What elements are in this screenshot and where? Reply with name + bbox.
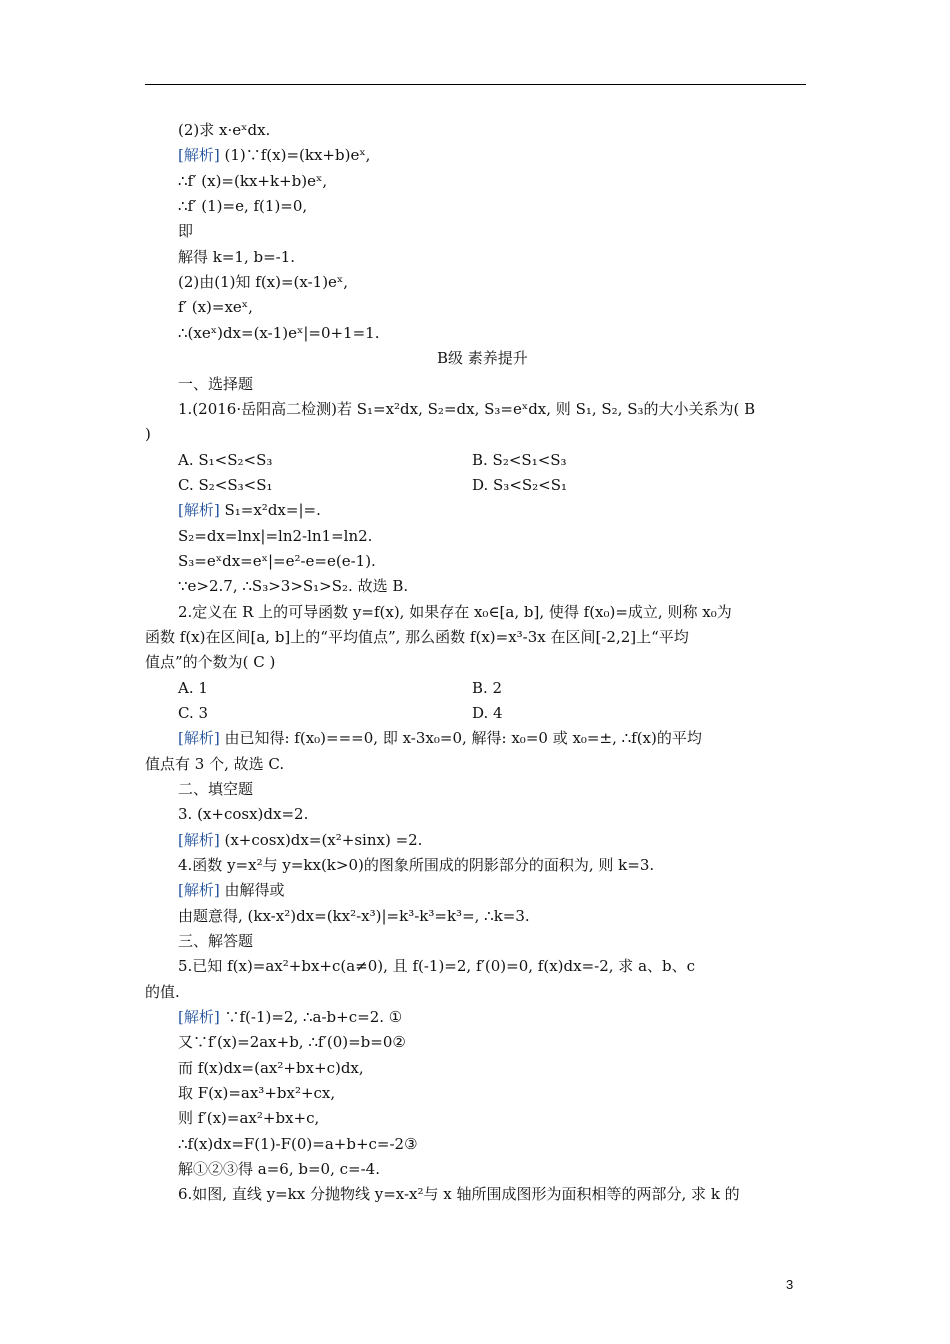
analysis-tag: [解析]: [178, 146, 220, 164]
text-line: [178, 1160, 380, 1178]
line-text: 二、填空题: [178, 780, 254, 798]
text-line: [178, 222, 193, 240]
text-line: [178, 907, 530, 925]
analysis-tag: [解析]: [178, 501, 220, 519]
line-text: 4.函数 y=x²与 y=kx(k>0)的图象所围成的阴影部分的面积为, 则 k=3.: [178, 856, 655, 874]
text-line: [178, 121, 270, 139]
line-text: 而 f(x)dx=(ax²+bx+c)dx,: [178, 1059, 364, 1077]
text-line: [178, 729, 702, 747]
line-text: 即: [178, 222, 194, 240]
line-text: (1)∵f(x)=(kx+b)eˣ,: [219, 146, 371, 164]
line-text: ∴f′ (1)=e, f(1)=0,: [178, 197, 308, 215]
text-line: [178, 1008, 402, 1026]
text-line: [178, 197, 307, 215]
line-text: ∵e>2.7, ∴S₃>3>S₁>S₂. 故选 B.: [178, 577, 409, 595]
text-line: [178, 603, 732, 621]
text-line: [472, 679, 502, 697]
line-text: A. 1: [178, 679, 208, 697]
line-text: S₂=dx=lnx|=ln2-ln1=ln2.: [178, 527, 373, 545]
line-text: 又∵f′(x)=2ax+b, ∴f′(0)=b=0②: [178, 1033, 406, 1051]
line-text: 由解得或: [219, 881, 285, 899]
text-line: [178, 831, 422, 849]
line-text: f′ (x)=xeˣ,: [178, 298, 253, 316]
text-line: [178, 172, 327, 190]
text-line: [178, 1033, 406, 1051]
text-line: [178, 856, 654, 874]
text-line: [178, 552, 376, 570]
text-line: [145, 425, 151, 443]
line-text: 由题意得, (kx-x²)dx=(kx²-x³)|=k³-k³=k³=, ∴k=3.: [178, 907, 530, 925]
line-text: C. S₂<S₃<S₁: [178, 476, 273, 494]
section-heading: [437, 349, 528, 367]
text-line: [145, 628, 689, 646]
line-text: 取 F(x)=ax³+bx²+cx,: [178, 1084, 336, 1102]
text-line: [145, 653, 275, 671]
text-line: [178, 146, 370, 164]
text-line: [178, 1185, 740, 1203]
text-line: [178, 1084, 335, 1102]
line-text: ∴f(x)dx=F(1)-F(0)=a+b+c=-2③: [178, 1135, 418, 1153]
line-text: 值点有 3 个, 故选 C.: [145, 755, 285, 773]
text-line: [178, 704, 208, 722]
line-text: 5.已知 f(x)=ax²+bx+c(a≠0), 且 f(-1)=2, f′(0)=0, f(x)dx=-2, 求 a、b、c: [178, 957, 696, 975]
text-line: [178, 298, 253, 316]
text-line: [178, 273, 348, 291]
analysis-tag: [解析]: [178, 831, 220, 849]
line-text: ): [145, 425, 151, 443]
line-text: 6.如图, 直线 y=kx 分抛物线 y=x-x²与 x 轴所围成图形为面积相等的两部分, 求 k 的: [178, 1185, 740, 1203]
line-text: 函数 f(x)在区间[a, b]上的“平均值点”, 那么函数 f(x)=x³-3x 在区间[-2,2]上“平均: [145, 628, 689, 646]
line-text: B. S₂<S₁<S₃: [472, 451, 567, 469]
text-line: [472, 476, 567, 494]
text-line: [178, 679, 208, 697]
text-line: [178, 577, 408, 595]
line-text: 3. (x+cosx)dx=2.: [178, 805, 309, 823]
text-line: [178, 501, 321, 519]
text-line: [178, 1109, 319, 1127]
text-line: [178, 400, 755, 418]
line-text: S₁=x²dx=|=.: [219, 501, 321, 519]
header-rule: [145, 84, 806, 85]
line-text: (2)由(1)知 f(x)=(x-1)eˣ,: [178, 273, 349, 291]
line-text: D. 4: [472, 704, 503, 722]
text-line: [178, 1135, 418, 1153]
text-line: [178, 451, 272, 469]
text-line: [178, 248, 295, 266]
text-line: [145, 755, 284, 773]
line-text: C. 3: [178, 704, 209, 722]
text-line: [178, 957, 695, 975]
line-text: S₃=eˣdx=eˣ|=e²-e=e(e-1).: [178, 552, 376, 570]
page-number: 3: [786, 1277, 794, 1292]
line-text: ∴f′ (x)=(kx+k+b)eˣ,: [178, 172, 328, 190]
text-line: [178, 881, 285, 899]
text-line: [178, 805, 308, 823]
line-text: 2.定义在 R 上的可导函数 y=f(x), 如果存在 x₀∈[a, b], 使得 f(x₀)=成立, 则称 x₀为: [178, 603, 732, 621]
text-line: [178, 527, 372, 545]
text-line: [178, 780, 253, 798]
line-text: ∵f(-1)=2, ∴a-b+c=2. ①: [219, 1008, 403, 1026]
line-text: A. S₁<S₂<S₃: [178, 451, 273, 469]
line-text: (2)求 x·eˣdx.: [178, 121, 271, 139]
text-line: [178, 1059, 364, 1077]
text-line: [178, 375, 253, 393]
analysis-tag: [解析]: [178, 881, 220, 899]
line-text: 值点”的个数为( C ): [145, 653, 276, 671]
text-line: [178, 932, 253, 950]
line-text: (x+cosx)dx=(x²+sinx) =2.: [219, 831, 423, 849]
text-line: [472, 451, 567, 469]
line-text: D. S₃<S₂<S₁: [472, 476, 568, 494]
line-text: 1.(2016·岳阳高二检测)若 S₁=x²dx, S₂=dx, S₃=eˣdx, 则 S₁, S₂, S₃的大小关系为( B: [178, 400, 756, 418]
line-text: ∴(xeˣ)dx=(x-1)eˣ|=0+1=1.: [178, 324, 380, 342]
line-text: 由已知得: f(x₀)===0, 即 x-3x₀=0, 解得: x₀=0 或 x₀=±, ∴f(x)的平均: [219, 729, 702, 747]
analysis-tag: [解析]: [178, 1008, 220, 1026]
line-text: 则 f′(x)=ax²+bx+c,: [178, 1109, 320, 1127]
line-text: B级 素养提升: [437, 349, 528, 367]
text-line: [178, 476, 272, 494]
analysis-tag: [解析]: [178, 729, 220, 747]
line-text: 解①②③得 a=6, b=0, c=-4.: [178, 1160, 380, 1178]
line-text: 解得 k=1, b=-1.: [178, 248, 296, 266]
text-line: [145, 983, 180, 1001]
text-line: [178, 324, 379, 342]
line-text: 一、选择题: [178, 375, 254, 393]
line-text: 的值.: [145, 983, 180, 1001]
line-text: B. 2: [472, 679, 503, 697]
text-line: [472, 704, 503, 722]
line-text: 三、解答题: [178, 932, 254, 950]
